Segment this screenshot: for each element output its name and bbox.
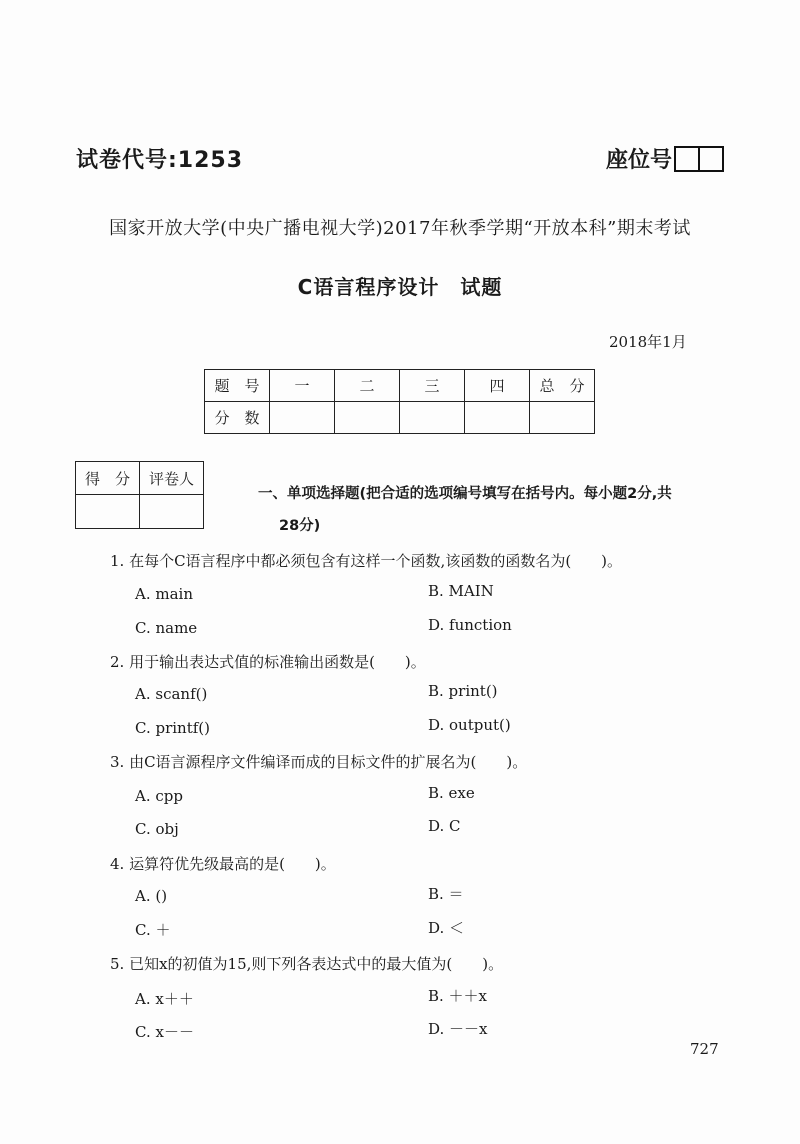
- score-table-cell: 分 数: [205, 402, 270, 434]
- question-4-option-b: B. ＝: [428, 885, 464, 903]
- question-1-option-b: B. MAIN: [428, 582, 494, 600]
- grader-table: [75, 461, 204, 529]
- question-4: 4. 运算符优先级最高的是( )。: [110, 855, 336, 873]
- grader-table-cell: 得 分: [76, 462, 140, 495]
- exam-title: C语言程序设计 试题: [297, 275, 503, 299]
- score-table-empty-cell: [400, 402, 465, 434]
- section-heading: 一、单项选择题(把合适的选项编号填写在括号内。每小题2分,共: [258, 486, 672, 502]
- question-5-option-d: D. －－x: [428, 1020, 488, 1038]
- exam-date: 2018年1月: [609, 333, 687, 351]
- question-4-option-c: C. ＋: [135, 921, 171, 939]
- seat-number: [606, 143, 724, 174]
- question-3-option-a: A. cpp: [135, 787, 183, 805]
- score-table-cell: 四: [465, 370, 530, 402]
- score-table-cell: 三: [400, 370, 465, 402]
- score-table-empty-cell: [335, 402, 400, 434]
- score-table: [204, 369, 595, 434]
- score-table-cell: 二: [335, 370, 400, 402]
- question-2-option-a: A. scanf(): [135, 685, 208, 703]
- score-table-cell: 一: [270, 370, 335, 402]
- university-heading: 国家开放大学(中央广播电视大学)2017年秋季学期“开放本科”期末考试: [109, 218, 691, 239]
- question-4-option-a: A. (): [135, 887, 168, 905]
- question-2-option-c: C. printf(): [135, 719, 210, 737]
- grader-table-empty-cell: [76, 495, 140, 529]
- score-table-header-row: [205, 370, 595, 402]
- question-5-option-b: B. ＋＋x: [428, 987, 488, 1005]
- question-2-option-d: D. output(): [428, 716, 511, 734]
- grader-table-empty-cell: [140, 495, 204, 529]
- grader-table-empty-row: [76, 495, 204, 529]
- question-1-option-a: A. main: [135, 585, 193, 603]
- question-3-option-d: D. C: [428, 817, 461, 835]
- seat-number-boxes: [674, 146, 724, 172]
- score-table-empty-cell: [270, 402, 335, 434]
- seat-label: 座位号: [606, 148, 673, 173]
- score-table-empty-cell: [465, 402, 530, 434]
- question-4-option-d: D. ＜: [428, 919, 465, 937]
- grader-table-header-row: [76, 462, 204, 495]
- question-1-option-d: D. function: [428, 616, 512, 634]
- section-heading-continued: 28分): [279, 518, 321, 534]
- question-3: 3. 由C语言源程序文件编译而成的目标文件的扩展名为( )。: [110, 753, 528, 771]
- score-table-score-row: [205, 402, 595, 434]
- score-table-cell: 题 号: [205, 370, 270, 402]
- question-3-option-b: B. exe: [428, 784, 475, 802]
- question-3-option-c: C. obj: [135, 820, 179, 838]
- page-number: 727: [690, 1040, 719, 1058]
- score-table-empty-cell: [530, 402, 595, 434]
- question-1-option-c: C. name: [135, 619, 198, 637]
- grader-table-cell: 评卷人: [140, 462, 204, 495]
- question-2-option-b: B. print(): [428, 682, 498, 700]
- question-5-option-a: A. x＋＋: [135, 990, 194, 1008]
- question-1: 1. 在每个C语言程序中都必须包含有这样一个函数,该函数的函数名为( )。: [110, 552, 623, 570]
- score-table-cell: 总 分: [530, 370, 595, 402]
- question-5: 5. 已知x的初值为15,则下列各表达式中的最大值为( )。: [110, 955, 504, 973]
- exam-code: 试卷代号:1253: [76, 148, 244, 173]
- question-2: 2. 用于输出表达式值的标准输出函数是( )。: [110, 653, 426, 671]
- question-5-option-c: C. x－－: [135, 1023, 194, 1041]
